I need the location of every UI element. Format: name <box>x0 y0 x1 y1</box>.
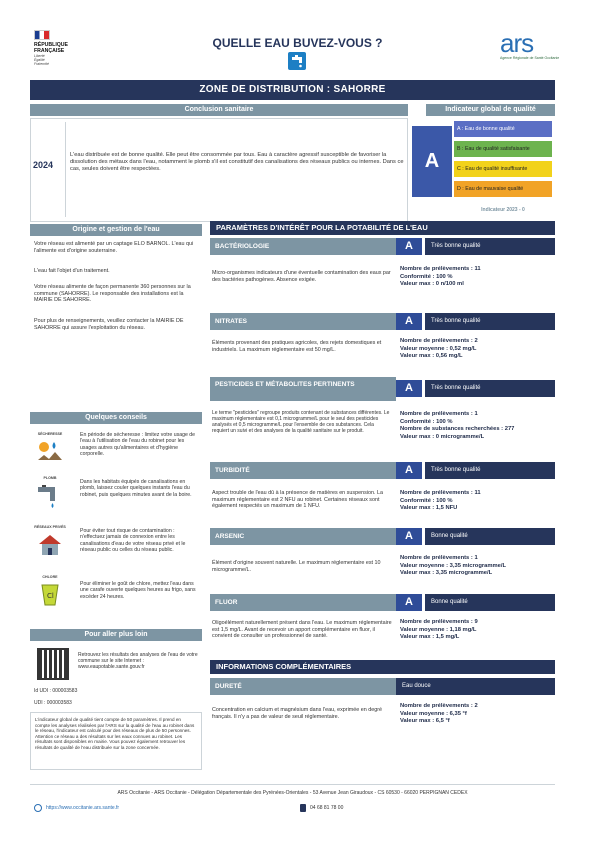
zone-title-bar <box>30 80 555 100</box>
param-stats-pesticides <box>400 411 555 441</box>
stat-row <box>400 711 555 719</box>
svg-text:Cl: Cl <box>47 592 54 600</box>
ars-logo-text: ars <box>500 28 534 58</box>
motto-1: Liberté <box>34 54 45 58</box>
param-desc-fluor: Oligoélément naturellement présent dans l'eau. Le maximum réglementaire est 1,5 mg/L. Avant de recevoir un apport complémentaire en fluor, il convient de consulter un professionnel de santé. <box>212 620 392 640</box>
stat-row <box>400 338 555 346</box>
footer-phone[interactable]: 04 68 81 78 00 <box>310 805 344 811</box>
footer-divider <box>30 784 555 785</box>
plus-loin-header: Pour aller plus loin <box>30 629 202 641</box>
republic-line2: FRANÇAISE <box>34 48 65 54</box>
indicator-level-c <box>454 161 552 177</box>
footnote-text: L'indicateur global de qualité tient compte de 50 paramètres. Il prend en compte les analyses réalisées par l'ARS sur la qualité de l'eau au robinet dans le réseau, l'indicateur est calculé pour des réseaux de plus de 50 personnes. Attention ce réseau a des résultats sur les eaux connues au robinet. Les résultats sont disponibles en mairie. Vous pouvez également retrouver les résultats de qualité de l'eau distribuée sur la zone concernée. <box>35 717 195 750</box>
indicator-level-c-label: C : Eau de qualité insuffisante <box>457 166 528 172</box>
param-quality-arsenic: Bonne qualité <box>425 528 555 545</box>
indicator-level-a <box>454 121 552 137</box>
stat-value: 1 <box>474 555 478 561</box>
house-network-icon <box>36 532 64 558</box>
param-grade-arsenic: A <box>396 528 422 545</box>
stat-row <box>400 619 555 627</box>
origine-p4: Pour plus de renseignements, veuillez contacter la MAIRIE DE SAHORRE qui assure l'exploitation du réseau. <box>34 318 184 331</box>
indicator-footnote: Indicateur 2023 - 0 <box>481 207 525 213</box>
param-quality-pesticides: Très bonne qualité <box>425 380 555 397</box>
qr-code-icon[interactable] <box>37 648 69 680</box>
stat-label: Conformité : <box>400 418 435 425</box>
stat-value: 100 % <box>436 273 453 280</box>
stat-value: 2 <box>474 338 478 344</box>
stat-label: Valeur max : <box>400 505 435 512</box>
params-header: PARAMÈTRES D'INTÉRÊT POUR LA POTABILITÉ DE L'EAU <box>216 223 428 232</box>
pipe-icon <box>36 483 64 509</box>
motto-3: Fraternité <box>34 62 49 66</box>
zone-title: ZONE DE DISTRIBUTION : SAHORRE <box>199 84 386 95</box>
indicator-level-b <box>454 141 552 157</box>
stat-label: Valeur moyenne : <box>400 626 449 633</box>
conclusion-year: 2024 <box>33 160 54 170</box>
marianne-icon <box>34 30 50 40</box>
param-grade-fluor: A <box>396 594 422 611</box>
stat-row <box>400 718 555 726</box>
stat-value: 0 microgramme/L <box>435 433 485 440</box>
stat-label: Valeur max : <box>400 718 435 725</box>
params-header-bar <box>210 221 555 235</box>
stat-row <box>400 505 555 513</box>
stat-value: 3,35 microgramme/L <box>449 562 507 569</box>
stat-label: Valeur max : <box>400 433 435 440</box>
param-name-fluor: FLUOR <box>210 594 396 611</box>
drought-icon <box>36 438 64 464</box>
info-stats-durete <box>400 703 555 726</box>
stat-row <box>400 411 555 419</box>
param-quality-nitrates: Très bonne qualité <box>425 313 555 330</box>
stat-row <box>400 570 555 578</box>
param-desc-nitrates: Éléments provenant des pratiques agricoles, des rejets domestiques et industriels. La maximum réglementaire est 50 mg/L. <box>212 340 382 353</box>
stat-value: 3,35 microgramme/L <box>435 570 493 577</box>
info-name-durete: DURETÉ <box>210 678 396 695</box>
stat-value: 0 n/100 ml <box>435 281 464 288</box>
stat-label: Nombre de prélèvements : <box>400 490 473 496</box>
indicator-level-d <box>454 181 552 197</box>
conseil-text-reseaux: Pour éviter tout risque de contamination : n'effectuez jamais de connexion entre les canalisations d'eau de votre réseau privé et le réseau public ou celles du réseau public. <box>80 528 186 553</box>
stat-label: Nombre de prélèvements : <box>400 266 473 272</box>
stat-row <box>400 563 555 571</box>
conclusion-divider <box>65 122 66 217</box>
stat-value: 6,5 °f <box>435 718 450 725</box>
param-desc-bacteriologie: Micro-organismes indicateurs d'une éventuelle contamination des eaux par des bactéries pathogènes. Absence exigée. <box>212 270 391 283</box>
conseil-text-plomb: Dans les habitats équipés de canalisations en plomb, laissez couler quelques instants l'eau du robinet, puis quelques minutes avant de la boire. <box>80 479 192 498</box>
conseil-text-secheresse: En période de sécheresse : limitez votre usage de l'eau à l'utilisation de l'eau du robinet pour les usages autres qu'alimentaires et d'hygiène corporelle. <box>80 432 196 457</box>
stat-value: 0,56 mg/L <box>435 353 463 360</box>
origine-p1: Votre réseau est alimenté par un captage ELO BARNOL. L'eau qui l'alimente est d'origine souterraine. <box>34 241 194 254</box>
indicator-header: Indicateur global de qualité <box>426 104 555 116</box>
param-name-arsenic: ARSENIC <box>210 528 396 545</box>
globe-icon <box>34 804 42 812</box>
stat-value: 2 <box>474 703 478 709</box>
stat-label: Valeur max : <box>400 570 435 577</box>
footnote-box <box>30 712 202 770</box>
param-name-bacteriologie: BACTÉRIOLOGIE <box>210 238 396 255</box>
param-name-turbidite: TURBIDITÉ <box>210 462 396 479</box>
conseils-header: Quelques conseils <box>30 412 202 424</box>
stat-row <box>400 346 555 354</box>
stat-value: 1,5 NFU <box>435 505 458 512</box>
stat-row <box>400 266 555 274</box>
stat-label: Nombre de substances recherchées : <box>400 426 504 433</box>
origine-p2: L'eau fait l'objet d'un traitement. <box>34 268 110 274</box>
origine-header: Origine et gestion de l'eau <box>30 224 202 236</box>
conseil-label-reseaux: RÉSEAUX PRIVÉS <box>34 525 66 529</box>
conseil-text-chlore: Pour éliminer le goût de chlore, mettez l'eau dans une carafe ouverte quelques heures au frigo, sans excéder 24 heures. <box>80 581 196 600</box>
glass-icon <box>36 582 64 608</box>
param-desc-arsenic: Élément d'origine souvent naturelle. Le maximum réglementaire est 10 microgramme/L. <box>212 560 381 573</box>
indicator-level-b-label: B : Eau de qualité satisfaisante <box>457 146 530 152</box>
ars-subtitle: Agence Régionale de Santé Occitanie <box>500 56 560 60</box>
param-stats-turbidite <box>400 490 555 513</box>
info-quality-durete: Eau douce <box>396 678 555 695</box>
ars-logo <box>500 30 570 70</box>
stat-label: Nombre de prélèvements : <box>400 619 473 625</box>
stat-label: Valeur max : <box>400 634 435 641</box>
stat-value: 1,5 mg/L <box>435 634 460 641</box>
param-stats-fluor <box>400 619 555 642</box>
plus-loin-text[interactable]: Retrouvez les résultats des analyses de l'eau de votre commune sur le site Internet : www.eaupotable.sante.gouv.fr <box>78 652 198 670</box>
param-stats-nitrates <box>400 338 555 361</box>
republic-line1: RÉPUBLIQUE <box>34 42 69 48</box>
stat-value: 100 % <box>436 418 453 425</box>
param-grade-pesticides: A <box>396 380 422 397</box>
origine-p3: Votre réseau alimente de façon permanente 360 personnes sur la commune (SAHORRE). Le responsable des installations est la MAIRIE DE SAHORRE. <box>34 284 191 304</box>
param-desc-turbidite: Aspect trouble de l'eau dû à la présence de matières en suspension. La maximum réglementaire est 2 NFU au robinet. Certaines réseaux sont également respectés un maximum de 1 NFU. <box>212 490 383 510</box>
stat-label: Nombre de prélèvements : <box>400 703 473 709</box>
conseil-label-plomb: PLOMB <box>43 476 57 480</box>
stat-label: Valeur moyenne : <box>400 562 449 569</box>
stat-row <box>400 627 555 635</box>
conclusion-grade-box <box>412 126 452 197</box>
stat-value: 0,52 mg/L <box>449 345 477 352</box>
indicator-level-a-label: A : Eau de bonne qualité <box>457 126 515 132</box>
stat-value: 277 <box>504 426 515 433</box>
stat-row <box>400 281 555 289</box>
param-stats-arsenic <box>400 555 555 578</box>
indicator-level-d-label: D : Eau de mauvaise qualité <box>457 186 524 192</box>
stat-row <box>400 419 555 427</box>
water-tap-icon <box>288 52 306 70</box>
conseil-label-chlore: CHLORE <box>42 575 58 579</box>
phone-icon <box>300 804 306 812</box>
param-quality-bacteriologie: Très bonne qualité <box>425 238 555 255</box>
param-desc-pesticides: Le terme "pesticides" regroupe produits contenant de substances différentes. Le maximum réglementaire est 0,1 microgramme/L pour le seul des pesticides analysés et 0,5 microgramme/L pour l'ensemble de ces substances. Cela requiert un suivi et des analyses de la qualité sanitaire sur le produit. <box>212 410 390 434</box>
stat-row <box>400 555 555 563</box>
stat-label: Valeur moyenne : <box>400 345 449 352</box>
param-grade-bacteriologie: A <box>396 238 422 255</box>
param-name-nitrates: NITRATES <box>210 313 396 330</box>
footer-address: ARS Occitanie - ARS Occitanie - Délégation Départementale des Pyrénées-Orientales - 53 Avenue Jean Giraudoux - CS 60530 - 66020 PERPIGNAN CEDEX <box>117 790 468 796</box>
stat-row <box>400 434 555 442</box>
stat-value: 1 <box>474 411 478 417</box>
conclusion-text: L'eau distribuée est de bonne qualité. Elle peut être consommée par tous. Eau à caractère agressif susceptible de favoriser la dissolution des métaux dans l'eau, notamment le plomb s'il est constitutif des canalisations des réseaux publics ou internes. Dans ce cas, seules doivent être respectées. <box>70 152 404 172</box>
footer-website[interactable]: https://www.occitanie.ars.sante.fr <box>46 805 120 811</box>
stat-value: 100 % <box>436 497 453 504</box>
conseil-label-secheresse: SÉCHERESSE <box>37 432 63 436</box>
param-quality-turbidite: Très bonne qualité <box>425 462 555 479</box>
stat-label: Nombre de prélèvements : <box>400 338 473 344</box>
stat-value: 11 <box>474 490 481 496</box>
stat-label: Conformité : <box>400 497 435 504</box>
stat-label: Valeur max : <box>400 353 435 360</box>
conclusion-grade: A <box>424 150 440 172</box>
stat-value: 11 <box>474 266 481 272</box>
stat-row <box>400 426 555 434</box>
param-name-pesticides: PESTICIDES ET MÉTABOLITES PERTINENTS <box>210 377 396 401</box>
udi-label: Id UDI : 000003583 <box>34 688 78 694</box>
udi-label-2: UDI : 000003583 <box>34 700 72 706</box>
stat-value: 6,35 °f <box>449 710 467 717</box>
stat-label: Nombre de prélèvements : <box>400 555 473 561</box>
page-title: QUELLE EAU BUVEZ-VOUS ? <box>212 36 383 50</box>
stat-value: 1,18 mg/L <box>449 626 477 633</box>
stat-label: Valeur max : <box>400 281 435 288</box>
param-quality-fluor: Bonne qualité <box>425 594 555 611</box>
stat-value: 9 <box>474 619 478 625</box>
infos-header-bar <box>210 660 555 674</box>
stat-row <box>400 634 555 642</box>
stat-label: Conformité : <box>400 273 435 280</box>
infos-header: INFORMATIONS COMPLÉMENTAIRES <box>216 662 352 671</box>
stat-row <box>400 703 555 711</box>
motto-2: Égalité <box>34 58 45 62</box>
stat-row <box>400 353 555 361</box>
stat-row <box>400 274 555 282</box>
param-grade-nitrates: A <box>396 313 422 330</box>
conclusion-header: Conclusion sanitaire <box>30 104 408 116</box>
param-grade-turbidite: A <box>396 462 422 479</box>
info-desc-durete: Concentration en calcium et magnésium dans l'eau, exprimée en degré français. Il n'y a pas de valeur de seuil réglementaire. <box>212 707 383 720</box>
stat-row <box>400 498 555 506</box>
stat-label: Valeur moyenne : <box>400 710 449 717</box>
republic-logo <box>34 30 74 80</box>
stat-row <box>400 490 555 498</box>
stat-label: Nombre de prélèvements : <box>400 411 473 417</box>
param-stats-bacteriologie <box>400 266 555 289</box>
